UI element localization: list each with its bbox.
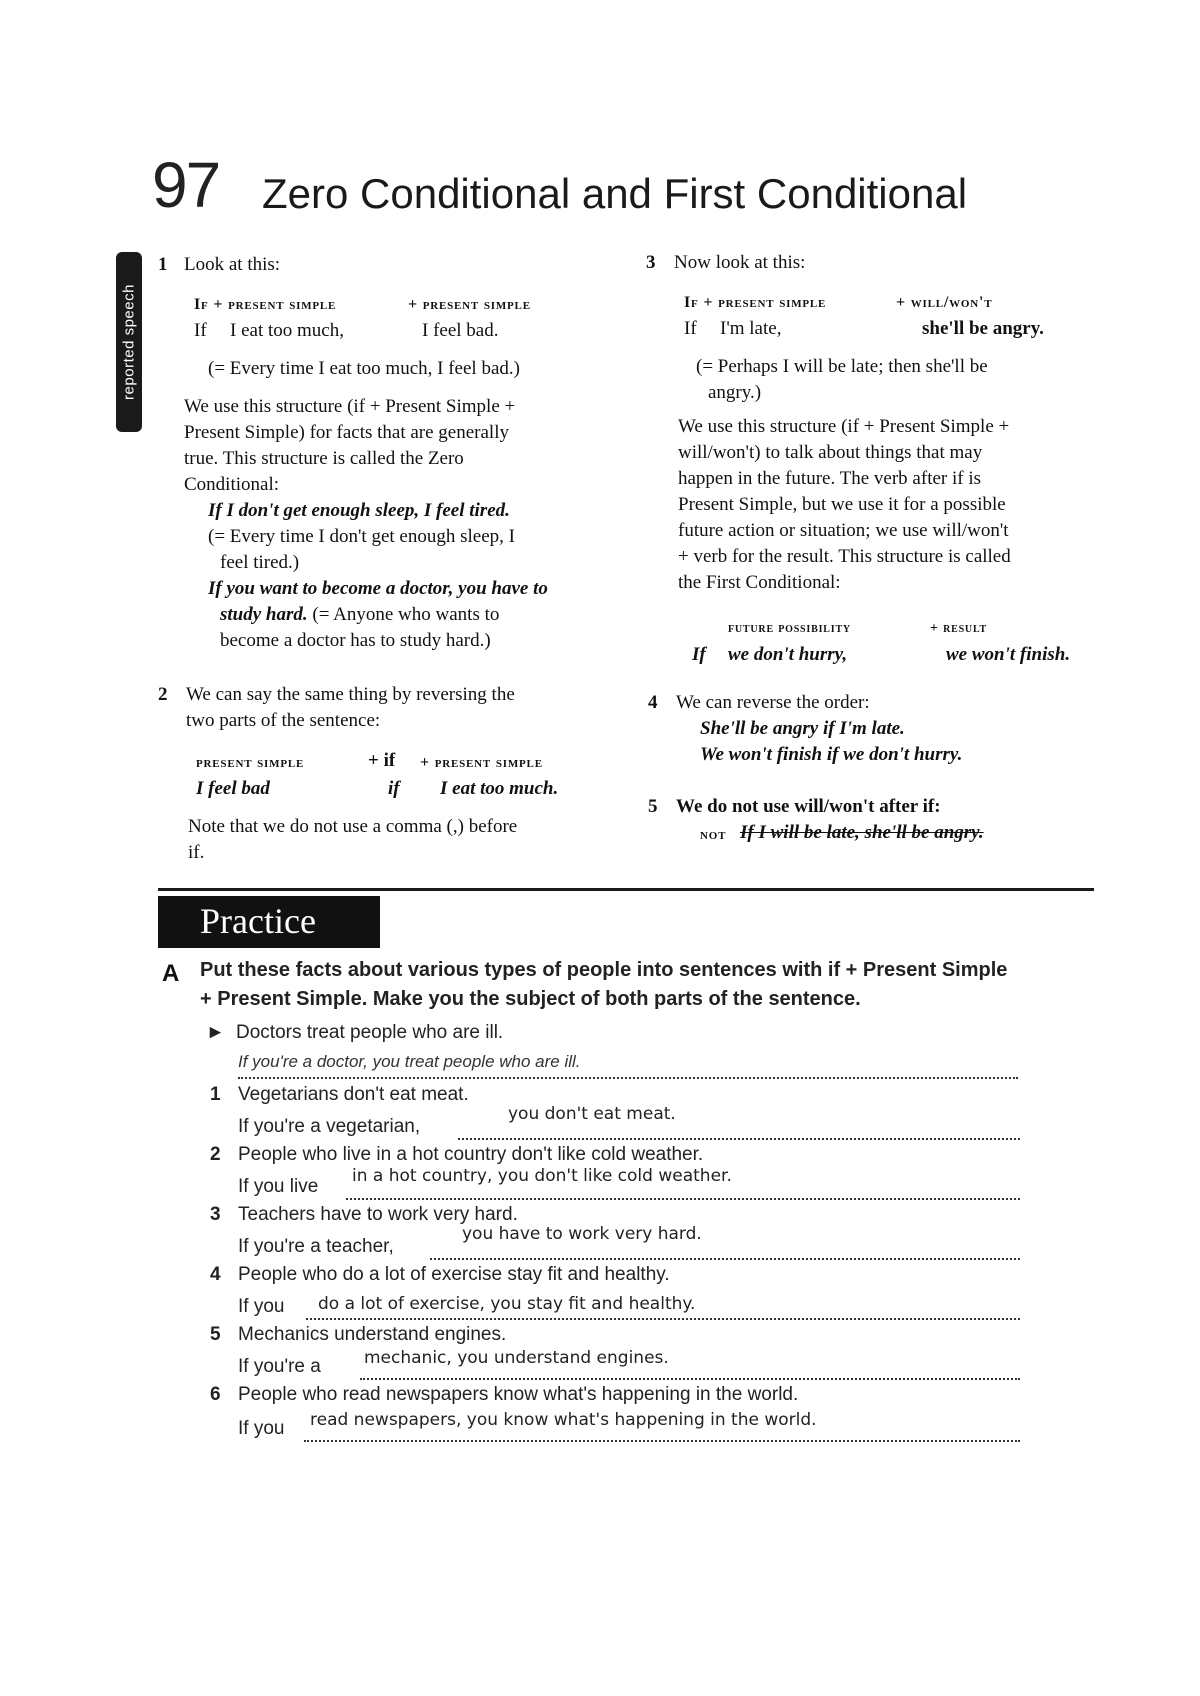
body-line: We use this structure (if + Present Simple +	[678, 416, 1010, 437]
item-stem: If you	[238, 1296, 285, 1317]
answer-input[interactable]: in a hot country, you don't like cold weather.	[352, 1166, 732, 1186]
unit-number: 97	[152, 149, 220, 221]
wrong-example: If I will be late, she'll be angry.	[740, 822, 984, 843]
structure-right: + result	[930, 621, 987, 636]
example-right: I feel bad.	[422, 320, 499, 341]
example-if: If	[194, 320, 207, 341]
example-paraphrase: feel tired.)	[220, 552, 300, 573]
item-stem: If you	[238, 1418, 285, 1439]
section-number: 2	[158, 684, 168, 705]
side-tab	[116, 252, 142, 432]
example-paraphrase: (= Every time I don't get enough sleep, I	[208, 526, 515, 547]
example-paraphrase: become a doctor has to study hard.)	[220, 630, 491, 651]
side-tab-label: reported speech	[120, 284, 138, 400]
body-line: will/won't) to talk about things that may	[678, 442, 983, 463]
example-right: I eat too much.	[440, 778, 559, 799]
item-prompt: People who do a lot of exercise stay fit and healthy.	[238, 1264, 670, 1285]
item-number: 2	[210, 1144, 221, 1165]
item-number: 6	[210, 1384, 221, 1405]
body-line: We do not use will/won't after if:	[676, 796, 941, 817]
answer-line	[346, 1198, 1020, 1200]
item-stem: If you're a teacher,	[238, 1236, 394, 1257]
structure-left: If + present simple	[194, 296, 337, 313]
section-number: 1	[158, 254, 168, 275]
unit-title: Zero Conditional and First Conditional	[262, 170, 968, 217]
practice-label: Practice	[200, 901, 316, 941]
exercise-instruction	[200, 956, 1100, 1014]
structure-left: If + present simple	[684, 294, 827, 311]
example-paraphrase: (= Anyone who wants to	[312, 604, 500, 625]
note-line: if.	[188, 842, 205, 863]
item-number: 3	[210, 1204, 221, 1225]
structure-mid: + if	[368, 750, 396, 771]
example-left: I'm late,	[720, 318, 782, 339]
example-answer: If you're a doctor, you treat people who are ill.	[238, 1052, 581, 1071]
section-number: 5	[648, 796, 658, 817]
body-line: We use this structure (if + Present Simple +	[184, 396, 516, 417]
item-prompt: Vegetarians don't eat meat.	[238, 1084, 469, 1105]
example-right: we won't finish.	[946, 644, 1071, 665]
example-sentence: We won't finish if we don't hurry.	[700, 744, 963, 765]
item-stem: If you're a vegetarian,	[238, 1116, 421, 1137]
body-line: two parts of the sentence:	[186, 710, 381, 731]
answer-line	[458, 1138, 1020, 1140]
item-prompt: Mechanics understand engines.	[238, 1324, 507, 1345]
answer-input[interactable]: you don't eat meat.	[508, 1104, 676, 1124]
body-line: true. This structure is called the Zero	[184, 448, 464, 469]
body-line: We can say the same thing by reversing the	[186, 684, 515, 705]
example-sentence: If you want to become a doctor, you have to	[208, 578, 548, 599]
paraphrase: (= Every time I eat too much, I feel bad.)	[208, 358, 520, 379]
instruction-line: Put these facts about various types of people into sentences with if + Present Simple	[200, 959, 1008, 981]
example-sentence: If I don't get enough sleep, I feel tired.	[208, 500, 510, 521]
answer-input[interactable]: mechanic, you understand engines.	[364, 1348, 669, 1368]
practice-banner	[158, 896, 380, 948]
section-number: 4	[648, 692, 658, 713]
example-left: I feel bad	[196, 778, 270, 799]
example-prompt: Doctors treat people who are ill.	[236, 1022, 504, 1043]
answer-line	[306, 1318, 1020, 1320]
instruction-line: + Present Simple. Make you the subject of both parts of the sentence.	[200, 988, 861, 1010]
item-number: 4	[210, 1264, 221, 1285]
structure-right: + will/won't	[896, 294, 993, 311]
body-line: the First Conditional:	[678, 572, 841, 593]
answer-input[interactable]: read newspapers, you know what's happening in the world.	[310, 1410, 817, 1430]
example-mid: if	[388, 778, 400, 799]
divider-rule	[158, 888, 1094, 891]
body-line: Conditional:	[184, 474, 279, 495]
item-prompt: People who read newspapers know what's happening in the world.	[238, 1384, 799, 1405]
example-bullet-icon: ►	[206, 1022, 225, 1043]
item-stem: If you're a	[238, 1356, 321, 1377]
body-line: happen in the future. The verb after if is	[678, 468, 982, 489]
paraphrase: (= Perhaps I will be late; then she'll be	[696, 356, 988, 377]
body-line: We can reverse the order:	[676, 692, 870, 713]
section-number: 3	[646, 252, 656, 273]
item-number: 1	[210, 1084, 221, 1105]
item-number: 5	[210, 1324, 221, 1345]
structure-left: future possibility	[728, 621, 851, 636]
example-sentence: She'll be angry if I'm late.	[700, 718, 905, 739]
exercise-letter: A	[162, 960, 180, 987]
example-if: If	[684, 318, 697, 339]
structure-left: present simple	[196, 754, 305, 771]
body-line: future action or situation; we use will/won't	[678, 520, 1009, 541]
example-left: I eat too much,	[230, 320, 344, 341]
example-if: If	[692, 644, 706, 665]
structure-right: + present simple	[420, 754, 543, 771]
item-prompt: People who live in a hot country don't like cold weather.	[238, 1144, 704, 1165]
answer-line	[360, 1378, 1020, 1380]
body-line: Present Simple) for facts that are generally	[184, 422, 509, 443]
example-left: we don't hurry,	[728, 644, 848, 665]
example-right: she'll be angry.	[922, 318, 1044, 339]
answer-line	[430, 1258, 1020, 1260]
section-heading: Now look at this:	[674, 252, 806, 273]
answer-line	[238, 1077, 1018, 1079]
item-stem: If you live	[238, 1176, 319, 1197]
item-prompt: Teachers have to work very hard.	[238, 1204, 518, 1225]
body-line: Present Simple, but we use it for a possible	[678, 494, 1006, 515]
answer-line	[304, 1440, 1020, 1442]
structure-right: + present simple	[408, 296, 531, 313]
not-label: not	[700, 827, 727, 843]
note-line: Note that we do not use a comma (,) before	[188, 816, 518, 837]
section-heading: Look at this:	[184, 254, 281, 275]
paraphrase: angry.)	[708, 382, 762, 403]
body-line: + verb for the result. This structure is called	[678, 546, 1011, 567]
example-sentence: study hard.	[220, 604, 308, 625]
answer-input[interactable]: do a lot of exercise, you stay fit and healthy.	[318, 1294, 696, 1314]
answer-input[interactable]: you have to work very hard.	[462, 1224, 702, 1244]
